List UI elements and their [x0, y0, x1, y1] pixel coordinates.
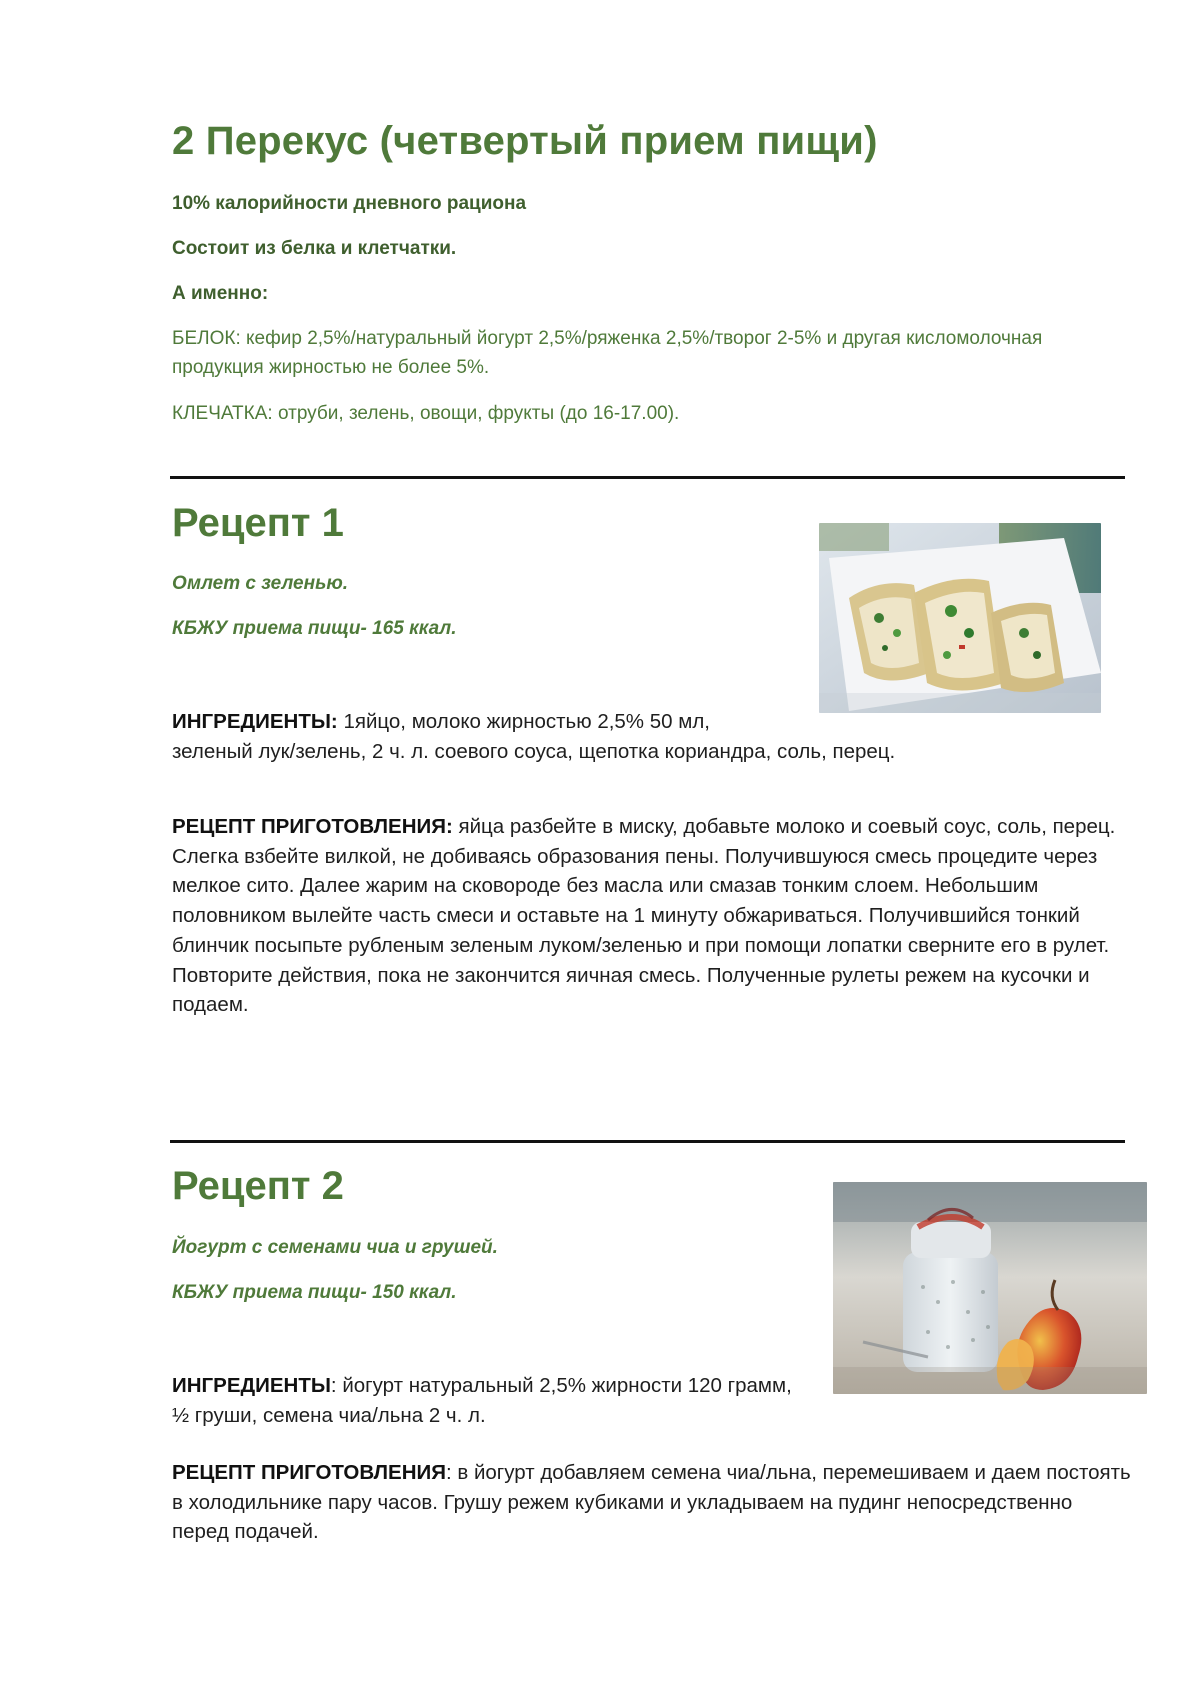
namely-line: А именно:	[172, 283, 269, 304]
recipe-2-kbju: КБЖУ приема пищи- 150 ккал.	[172, 1282, 457, 1303]
section-divider	[170, 476, 1125, 479]
recipe-1-dish: Омлет с зеленью.	[172, 573, 349, 594]
calories-share: 10% калорийности дневного рациона	[172, 193, 527, 214]
ingredients-text: 1яйцо, молоко жирностью 2,5% 50 мл,	[337, 710, 710, 733]
ingredients-label: ИНГРЕДИЕНТЫ	[172, 710, 331, 733]
recipe-1-ingredients	[172, 707, 1132, 766]
method-text: : в йогурт добавляем семена чиа/льна, перемешиваем и даем постоять в холодильнике пару часов. Грушу режем кубиками и укладываем на пудинг непосредственно перед подачей.	[172, 1461, 1131, 1544]
method-label: РЕЦЕПТ ПРИГОТОВЛЕНИЯ	[172, 1461, 446, 1484]
ingredients-text-line2: ½ груши, семена чиа/льна 2 ч. л.	[172, 1403, 486, 1427]
recipe-2-method	[172, 1458, 1132, 1547]
section-divider	[170, 1140, 1125, 1143]
ingredients-colon: :	[330, 710, 338, 733]
chia-yogurt-pear-photo	[833, 1182, 1147, 1394]
ingredients-label: ИНГРЕДИЕНТЫ	[172, 1374, 331, 1397]
recipe-1-kbju: КБЖУ приема пищи- 165 ккал.	[172, 618, 457, 639]
composition-line: Состоит из белка и клетчатки.	[172, 238, 457, 259]
recipe-2-ingredients	[172, 1371, 1132, 1430]
fiber-paragraph: КЛЕЧАТКА: отруби, зелень, овощи, фрукты (до 16-17.00).	[172, 403, 680, 424]
page-title: 2 Перекус (четвертый прием пищи)	[172, 119, 878, 163]
method-text: яйца разбейте в миску, добавьте молоко и соевый соус, соль, перец. Слегка взбейте вилкой, не добиваясь образования пены. Получившуюся смесь процедите через мелкое сито. Далее жарим на сковороде без масла или смазав тонким слоем. Небольшим половником вылейте часть смеси и оставьте на 1 минуту обжариваться. Получившийся тонкий блинчик посыпьте рубленым зеленым луком/зеленью и при помощи лопатки сверните его в рулет. Повторите действия, пока не закончится яичная смесь. Полученные рулеты режем на кусочки и подаем.	[172, 815, 1116, 1017]
protein-paragraph: БЕЛОК: кефир 2,5%/натуральный йогурт 2,5%/ряженка 2,5%/творог 2-5% и другая кисломолочная продукция жирностью не более 5%.	[172, 328, 1043, 378]
recipe-2-title: Рецепт 2	[172, 1164, 344, 1208]
omelet-rolls-photo	[819, 523, 1101, 713]
recipe-1-method	[172, 812, 1132, 1020]
ingredients-text: : йогурт натуральный 2,5% жирности 120 грамм,	[330, 1374, 792, 1397]
method-label: РЕЦЕПТ ПРИГОТОВЛЕНИЯ:	[172, 815, 453, 838]
recipe-1-title: Рецепт 1	[172, 501, 344, 545]
recipe-2-dish: Йогурт с семенами чиа и грушей.	[172, 1237, 498, 1258]
ingredients-text-line2: зеленый лук/зелень, 2 ч. л. соевого соуса, щепотка кориандра, соль, перец.	[172, 739, 896, 763]
